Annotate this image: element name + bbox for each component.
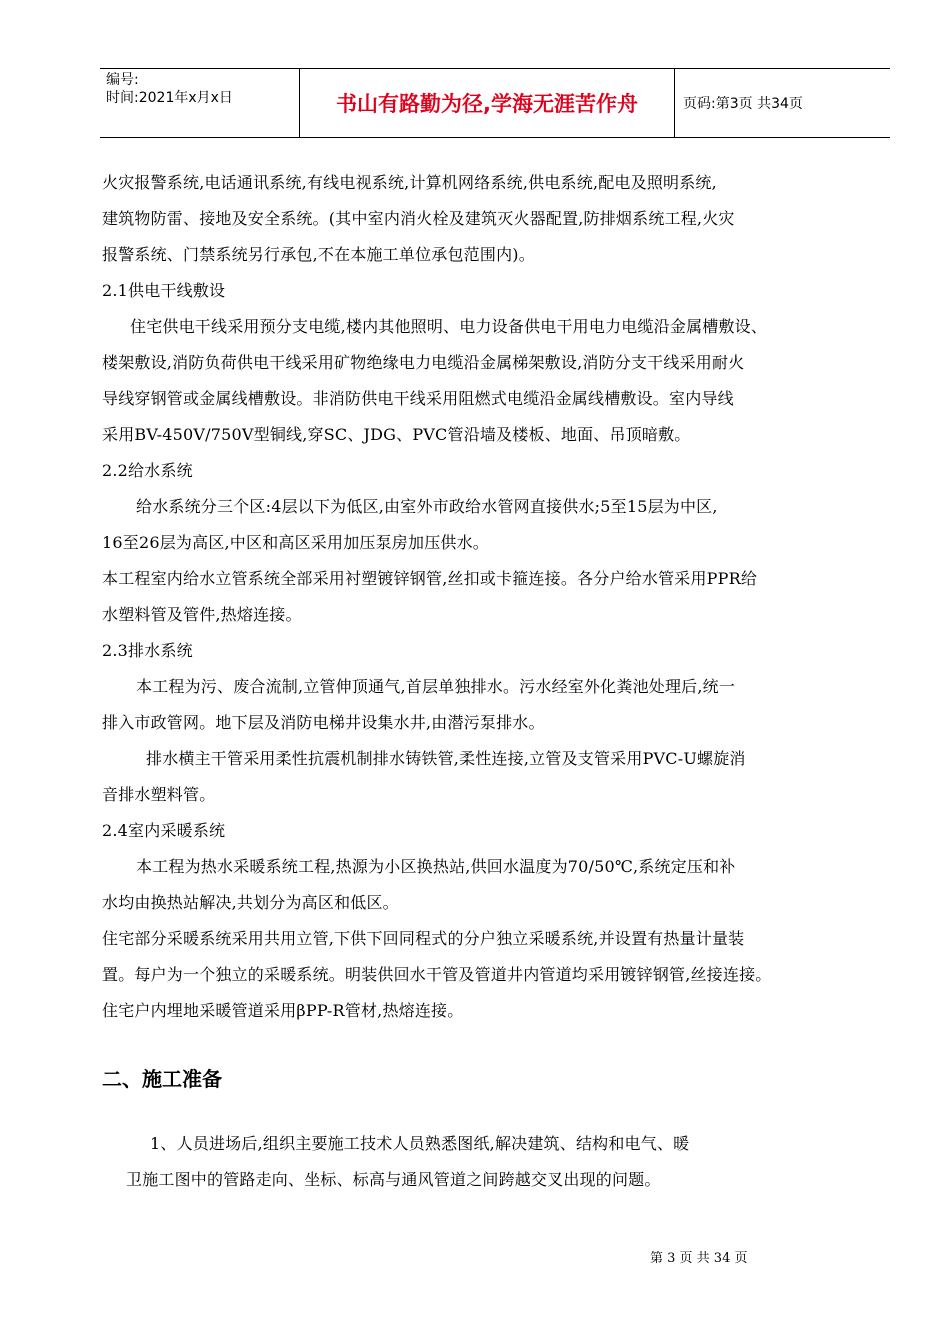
number-label: 编号: <box>106 72 139 88</box>
body-line: 本工程室内给水立管系统全部采用衬塑镀锌钢管,丝扣或卡箍连接。各分户给水管采用PPR给 <box>102 569 758 588</box>
subsection-heading: 2.3排水系统 <box>102 641 193 660</box>
header-meta <box>100 69 300 137</box>
body-line: 16至26层为高区,中区和高区采用加压泵房加压供水。 <box>102 533 490 552</box>
subsection-heading: 2.2给水系统 <box>102 461 193 480</box>
body-line: 排入市政管网。地下层及消防电梯井设集水井,由潜污泵排水。 <box>102 713 545 732</box>
body-line: 住宅户内埋地采暖管道采用βPP-R管材,热熔连接。 <box>102 1001 464 1020</box>
header-motto: 书山有路勤为径,学海无涯苦作舟 <box>300 69 675 137</box>
body-line: 火灾报警系统,电话通讯系统,有线电视系统,计算机网络系统,供电系统,配电及照明系统, <box>102 173 717 192</box>
section-title: 二、施工准备 <box>102 1067 222 1091</box>
body-line: 本工程为热水采暖系统工程,热源为小区换热站,供回水温度为70/50℃,系统定压和补 <box>136 857 736 876</box>
page-footer: 第 3 页 共 34 页 <box>650 1251 748 1266</box>
body-line: 本工程为污、废合流制,立管伸顶通气,首层单独排水。污水经室外化粪池处理后,统一 <box>136 677 736 696</box>
document-body <box>102 165 902 1198</box>
body-line: 水均由换热站解决,共划分为高区和低区。 <box>102 893 399 912</box>
body-line: 报警系统、门禁系统另行承包,不在本施工单位承包范围内)。 <box>102 245 535 264</box>
body-line: 水塑料管及管件,热熔连接。 <box>102 605 302 624</box>
header-page-info: 页码:第3页 共34页 <box>683 96 803 112</box>
body-line: 采用BV-450V/750V型铜线,穿SC、JDG、PVC管沿墙及楼板、地面、吊顶暗敷。 <box>102 425 691 444</box>
page-header <box>100 68 890 138</box>
body-line: 导线穿钢管或金属线槽敷设。非消防供电干线采用阻燃式电缆沿金属线槽敷设。室内导线 <box>102 389 734 408</box>
prep-line: 卫施工图中的管路走向、坐标、标高与通风管道之间跨越交叉出现的问题。 <box>126 1170 661 1189</box>
subsection-heading: 2.4室内采暖系统 <box>102 821 226 840</box>
time-label: 时间:2021年x月x日 <box>106 90 233 106</box>
body-line: 音排水塑料管。 <box>102 785 216 804</box>
subsection-heading: 2.1供电干线敷设 <box>102 281 226 300</box>
body-line: 置。每户为一个独立的采暖系统。明装供回水干管及管道井内管道均采用镀锌钢管,丝接连接。 <box>102 965 772 984</box>
body-line: 住宅部分采暖系统采用共用立管,下供下回同程式的分户独立采暖系统,并设置有热量计量装 <box>102 929 745 948</box>
body-line: 住宅供电干线采用预分支电缆,楼内其他照明、电力设备供电干用电力电缆沿金属槽敷设、 <box>130 317 768 336</box>
prep-line: 1、人员进场后,组织主要施工技术人员熟悉图纸,解决建筑、结构和电气、暖 <box>150 1134 690 1153</box>
body-line: 建筑物防雷、接地及安全系统。(其中室内消火栓及建筑灭火器配置,防排烟系统工程,火灾 <box>102 209 735 228</box>
body-line: 排水横主干管采用柔性抗震机制排水铸铁管,柔性连接,立管及支管采用PVC-U螺旋消 <box>146 749 746 768</box>
body-line: 楼架敷设,消防负荷供电干线采用矿物绝缘电力电缆沿金属梯架敷设,消防分支干线采用耐火 <box>102 353 745 372</box>
body-line: 给水系统分三个区:4层以下为低区,由室外市政给水管网直接供水;5至15层为中区, <box>136 497 718 516</box>
